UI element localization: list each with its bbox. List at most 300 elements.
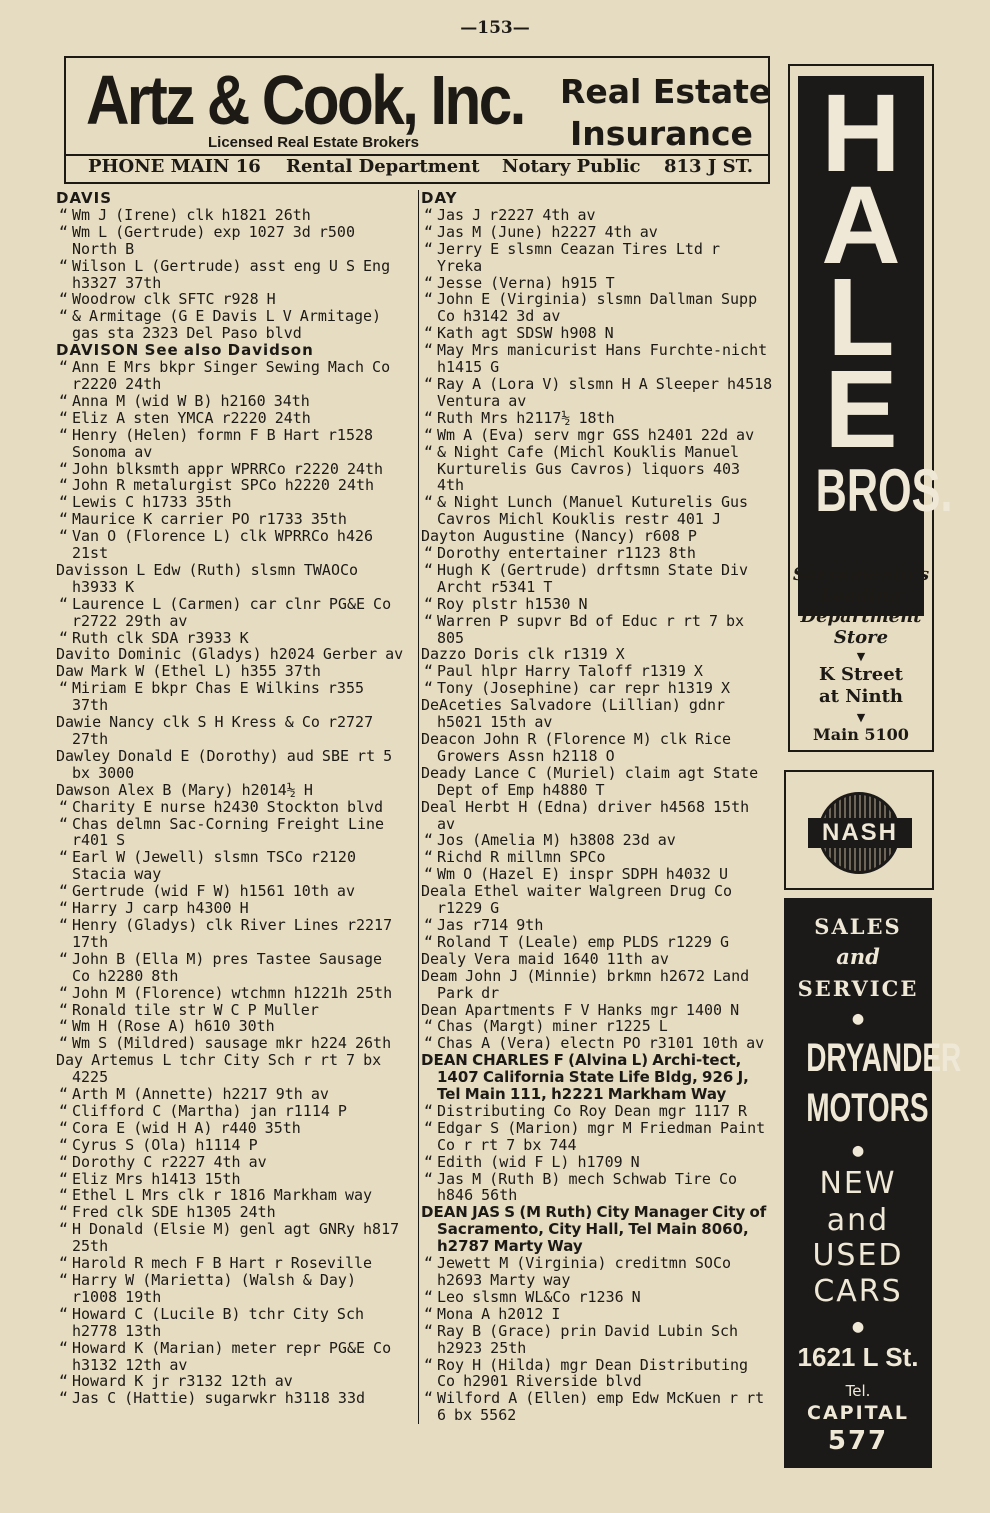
ditto-mark: “ [423,1017,433,1036]
directory-entry [56,1035,408,1052]
ditto-mark: “ [423,408,433,427]
directory-entry [56,951,408,985]
directory-entry [56,1120,408,1137]
directory-entry [56,1137,408,1154]
dryander-name: DRYANDER [806,1036,962,1080]
ditto-mark: “ [58,1372,68,1391]
entry-text: Edgar S (Marion) mgr M Friedman Paint Co r rt 7 bx 744 [437,1118,766,1154]
ditto-mark: “ [58,1135,68,1154]
ditto-mark: “ [58,1254,68,1273]
hale-letter: E [824,348,898,471]
entry-text: Ethel L Mrs clk r 1816 Markham way [72,1186,373,1205]
ditto-mark: “ [58,882,68,901]
directory-entry [56,477,408,494]
directory-entry [421,1018,773,1035]
dryander-used: USED [812,1238,904,1273]
hale-logo-panel [798,72,953,616]
ditto-mark: “ [423,679,433,698]
directory-entry [421,596,773,613]
ditto-mark: “ [423,1355,433,1374]
directory-entry [421,1323,773,1357]
ditto-mark: “ [58,510,68,529]
directory-entry [56,224,408,258]
entry-text: Dorothy C r2227 4th av [72,1152,267,1171]
directory-entry [56,1390,408,1407]
ditto-mark: “ [423,1304,433,1323]
entry-text: Charity E nurse h2430 Stockton blvd [72,797,384,816]
entry-text: John M (Florence) wtchmn h1221h 25th [72,983,393,1002]
ditto-mark: “ [58,290,68,309]
entry-text: John R metalurgist SPCo h2220 24th [72,476,375,495]
directory-entry [56,494,408,511]
directory-entry [421,444,773,495]
directory-entry [421,1204,773,1255]
ditto-mark: “ [58,527,68,546]
entry-text: Ray B (Grace) prin David Lubin Sch h2923 25th [437,1321,739,1357]
hale-location: at Ninth [818,686,904,707]
dryander-cars: CARS [813,1274,903,1309]
directory-entry [421,241,773,275]
entry-text: Henry (Helen) formn F B Hart r1528 Sonoma av [72,425,374,461]
directory-entry [56,511,408,528]
entry-text: Deacon John R (Florence M) clk Rice Growers Assn h2118 O [421,730,732,765]
ditto-mark: “ [423,662,433,681]
entry-text: Jas r714 9th [437,915,544,934]
directory-entry [56,663,408,680]
directory-entry [421,528,773,545]
entry-text: Howard K (Marian) meter repr PG&E Co h3132 12th av [72,1338,392,1374]
dryander-new: NEW [819,1166,897,1201]
entry-text: Wm J (Irene) clk h1821 26th [72,205,311,224]
entry-text: Dean Apartments F V Hanks mgr 1400 N [421,1000,740,1019]
entry-text: Jesse (Verna) h915 T [437,273,615,292]
entry-text: Dawson Alex B (Mary) h2014½ H [56,780,313,799]
banner-address: 813 J ST. [664,156,753,177]
ditto-mark: “ [58,1118,68,1137]
directory-entry [56,410,408,427]
entry-text: & Armitage (G E Davis L V Armitage) gas sta 2323 Del Paso blvd [72,307,382,343]
ditto-mark: “ [58,1000,68,1019]
directory-entry [421,866,773,883]
directory-entry [421,934,773,951]
directory-entry [421,832,773,849]
ditto-mark: “ [58,1152,68,1171]
entry-text: Arth M (Annette) h2217 9th av [72,1085,329,1104]
ditto-mark: “ [58,205,68,224]
directory-entry [56,1255,408,1272]
directory-entry [421,1289,773,1306]
directory-entry [421,613,773,647]
ditto-mark: “ [58,1017,68,1036]
dryander-service: SERVICE [797,976,919,1001]
entry-text: Wm A (Eva) serv mgr GSS h2401 22d av [437,425,755,444]
entry-text: John B (Ella M) pres Tastee Sausage Co h2280 8th [72,949,383,985]
entry-text: Davisson L Edw (Ruth) slsmn TWAOCo h3933 K [56,560,359,596]
arrow-down-icon: ▼ [856,650,866,663]
directory-entry [421,968,773,1002]
ditto-mark: “ [423,594,433,613]
ditto-mark: “ [58,476,68,495]
ditto-mark: “ [58,679,68,698]
entry-text: Jos (Amelia M) h3808 23d av [437,831,676,850]
directory-entry [421,951,773,968]
hale-letter: H [821,72,901,195]
ditto-mark: “ [423,831,433,850]
directory-entry [421,849,773,866]
hale-location: K Street [819,664,903,685]
ditto-mark: “ [423,1169,433,1188]
ditto-mark: “ [423,611,433,630]
directory-entry [56,630,408,647]
ditto-mark: “ [423,1152,433,1171]
entry-text: DAY [421,189,458,207]
dryander-tel: Tel. [845,1382,871,1400]
entry-text: Kath agt SDSW h908 N [437,324,614,343]
directory-entry [421,562,773,596]
entry-text: Ruth Mrs h2117½ 18th [437,408,615,427]
ditto-mark: “ [58,1085,68,1104]
directory-entry [421,1002,773,1019]
ditto-mark: “ [423,1287,433,1306]
entry-text: Deady Lance C (Muriel) claim agt State Dept of Emp h4880 T [421,763,759,799]
ditto-mark: “ [423,324,433,343]
entry-text: Roy plstr h1530 N [437,594,588,613]
directory-entry [56,985,408,1002]
entry-text: Ray A (Lora V) slsmn H A Sleeper h4518 Ventura av [437,374,773,410]
ditto-mark: “ [423,273,433,292]
directory-entry [421,275,773,292]
directory-entry [421,1154,773,1171]
directory-entry [421,1255,773,1289]
directory-entry [421,1306,773,1323]
directory-entry [421,765,773,799]
directory-entry [56,799,408,816]
ditto-mark: “ [423,1321,433,1340]
directory-entry [421,1052,773,1103]
directory-entry [56,917,408,951]
ditto-mark: “ [423,239,433,258]
ditto-mark: “ [423,865,433,884]
directory-entry [56,1103,408,1120]
entry-text: Wm O (Hazel E) inspr SDPH h4032 U [437,865,729,884]
ditto-mark: “ [58,1186,68,1205]
entry-text: Anna M (wid W B) h2160 34th [72,391,310,410]
directory-entry [56,816,408,850]
hale-letter: L [827,256,895,379]
entry-text: Howard C (Lucile B) tchr City Sch h2778 13th [72,1304,365,1340]
entry-text: Jas J r2227 4th av [437,205,596,224]
ditto-mark: “ [423,493,433,512]
entry-text: Dawie Nancy clk S H Kress & Co r2727 27th [56,713,374,748]
entry-text: Jas C (Hattie) sugarwkr h3118 33d [72,1389,366,1408]
ditto-mark: “ [58,408,68,427]
directory-heading [421,190,773,207]
directory-entry [421,545,773,562]
entry-text: Hugh K (Gertrude) drftsmn State Div Archt r5341 T [437,560,749,596]
directory-heading [56,342,408,359]
hale-tagline: Department [800,606,922,627]
ditto-mark: “ [58,1169,68,1188]
dryander-and2: and [826,1203,890,1238]
directory-entry [56,1272,408,1306]
directory-entry [421,1390,773,1424]
service-real-estate: Real Estate [560,72,772,111]
entry-text: Clifford C (Martha) jan r1114 P [72,1101,347,1120]
ditto-mark: “ [423,1101,433,1120]
entry-text: Jas M (June) h2227 4th av [437,222,658,241]
entry-text: Warren P supvr Bd of Educ r rt 7 bx 805 [437,611,745,647]
ditto-mark: “ [58,1389,68,1408]
ditto-mark: “ [423,222,433,241]
directory-entry [56,308,408,342]
entry-text: John blksmth appr WPRRCo r2220 24th [72,459,384,478]
directory-entry [56,900,408,917]
nash-label: NASH [808,818,912,848]
directory-entry [56,748,408,782]
company-name: Artz & Cook, Inc. [86,61,524,139]
entry-text: Leo slsmn WL&Co r1236 N [437,1287,641,1306]
directory-entry [56,680,408,714]
entry-text: Gertrude (wid F W) h1561 10th av [72,882,355,901]
entry-text: Dazzo Doris clk r1319 X [421,645,625,664]
entry-text: Richd R millmn SPCo [437,848,606,867]
entry-text: Deala Ethel waiter Walgreen Drug Co r1229 G [421,882,733,918]
directory-entry [421,646,773,663]
dryander-sales: SALES [814,914,902,939]
ditto-mark: “ [58,256,68,275]
entry-text: Edith (wid F L) h1709 N [437,1152,640,1171]
ditto-mark: “ [423,1118,433,1137]
ditto-mark: “ [423,290,433,309]
ditto-mark: “ [423,915,433,934]
directory-entry [421,494,773,528]
entry-text: Howard K jr r3132 12th av [72,1372,293,1391]
hale-tagline: Sacramento's [792,564,930,585]
entry-text: Henry (Gladys) clk River Lines r2217 17th [72,915,393,951]
directory-entry [421,291,773,325]
directory-entry [421,917,773,934]
ditto-mark: “ [58,425,68,444]
entry-text: Dawley Donald E (Dorothy) aud SBE rt 5 bx 3000 [56,746,393,782]
entry-text: Paul hlpr Harry Taloff r1319 X [437,662,703,681]
nash-ad [784,770,934,890]
directory-entry [421,410,773,427]
directory-column-left [56,190,408,1407]
entry-text: Fred clk SDE h1305 24th [72,1203,276,1222]
directory-entry [421,799,773,833]
ditto-mark: “ [58,1338,68,1357]
directory-entry [421,427,773,444]
entry-text: Tony (Josephine) car repr h1319 X [437,679,731,698]
ditto-mark: “ [423,374,433,393]
directory-entry [421,376,773,410]
ditto-mark: “ [58,797,68,816]
dryander-motors-ad [784,898,962,1468]
directory-entry [56,258,408,292]
dryander-address: 1621 L St. [797,1342,919,1372]
service-insurance: Insurance [570,114,753,153]
ditto-mark: “ [58,814,68,833]
entry-text: Jewett M (Virginia) creditmn SOCo h2693 Marty way [437,1254,732,1289]
directory-entry [421,342,773,376]
directory-entry [56,291,408,308]
directory-entry [56,714,408,748]
entry-text: & Night Lunch (Manuel Kuturelis Gus Cavros Michl Kouklis restr 401 J [437,493,749,529]
entry-text: Earl W (Jewell) slsmn TSCo r2120 Stacia way [72,848,356,884]
banner-notary: Notary Public [502,156,641,177]
entry-text: Laurence L (Carmen) car clnr PG&E Co r2722 29th av [72,594,392,630]
ditto-mark: “ [58,1304,68,1323]
entry-text: Woodrow clk SFTC r928 H [72,290,276,309]
arrow-down-icon: ▼ [856,711,866,724]
entry-text: Roland T (Leale) emp PLDS r1229 G [437,932,730,951]
ditto-mark: “ [423,1254,433,1273]
directory-entry [421,1171,773,1205]
directory-entry [421,224,773,241]
directory-entry [421,697,773,731]
entry-text: Jas M (Ruth B) mech Schwab Tire Co h846 56th [437,1169,738,1205]
entry-text: Deal Herbt H (Edna) driver h4568 15th av [421,797,750,833]
directory-entry [421,325,773,342]
directory-heading [56,190,408,207]
entry-text: Eliz A sten YMCA r2220 24th [72,408,311,427]
ditto-mark: “ [58,391,68,410]
entry-text: Ronald tile str W C P Muller [72,1000,319,1019]
directory-entry [56,883,408,900]
entry-text: Daw Mark W (Ethel L) h355 37th [56,662,321,681]
ditto-mark: “ [58,1203,68,1222]
entry-text: DAVIS [56,189,113,207]
entry-text: Cyrus S (Ola) h1114 P [72,1135,258,1154]
entry-text: Davito Dominic (Gladys) h2024 Gerber av [56,645,404,664]
ditto-mark: “ [423,442,433,461]
directory-entry [421,1120,773,1154]
dryander-name: MOTORS [806,1086,929,1130]
ditto-mark: “ [58,493,68,512]
ditto-mark: “ [58,307,68,326]
entry-text: Cora E (wid H A) r440 35th [72,1118,301,1137]
directory-entry [56,1221,408,1255]
entry-text: Dealy Vera maid 1640 11th av [421,949,669,968]
directory-entry [421,731,773,765]
directory-entry [421,1103,773,1120]
ditto-mark: “ [58,983,68,1002]
ditto-mark: “ [58,1101,68,1120]
directory-entry [56,427,408,461]
directory-entry [56,1306,408,1340]
dryander-and: and [836,944,880,969]
ditto-mark: “ [423,560,433,579]
hale-bros-text: BROS. [815,457,953,524]
ditto-mark: “ [58,594,68,613]
entry-text: Roy H (Hilda) mgr Dean Distributing Co h2901 Riverside blvd [437,1355,749,1391]
directory-entry [421,1035,773,1052]
directory-entry [56,1340,408,1374]
directory-entry [56,1373,408,1390]
entry-text: John E (Virginia) slsmn Dallman Supp Co h3142 3d av [437,290,758,326]
directory-entry [56,1171,408,1188]
ditto-mark: “ [58,459,68,478]
artz-cook-banner-ad [64,56,770,184]
bullet-icon: ● [852,1316,864,1337]
entry-text: DEAN CHARLES F (Alvina L) Archi-tect, 1407 California State Life Bldg, 926 J, Tel Main 111, h2221 Markham Way [421,1051,749,1104]
dryander-phone-number: 577 [827,1426,889,1456]
entry-text: Harry J carp h4300 H [72,899,249,918]
entry-text: Chas A (Vera) electn PO r3101 10th av [437,1034,765,1053]
directory-entry [56,1204,408,1221]
directory-entry [56,562,408,596]
entry-text: H Donald (Elsie M) genl agt GNRy h817 25th [72,1220,400,1256]
ditto-mark: “ [423,544,433,563]
directory-entry [421,663,773,680]
ditto-mark: “ [423,425,433,444]
dryander-exchange: CAPITAL [807,1402,909,1424]
entry-text: Mona A h2012 I [437,1304,561,1323]
ditto-mark: “ [423,848,433,867]
ditto-mark: “ [58,915,68,934]
entry-text: Lewis C h1733 35th [72,493,232,512]
bullet-icon: ● [852,1140,864,1161]
entry-text: DAVISON See also Davidson [56,341,314,360]
hale-letter: A [821,164,901,287]
entry-text: Distributing Co Roy Dean mgr 1117 R [437,1101,748,1120]
directory-entry [56,359,408,393]
ditto-mark: “ [58,358,68,377]
ditto-mark: “ [423,205,433,224]
entry-text: Wm S (Mildred) sausage mkr h224 26th [72,1034,392,1053]
entry-text: Miriam E bkpr Chas E Wilkins r355 37th [72,679,365,715]
entry-text: Harold R mech F B Hart r Roseville [72,1254,373,1273]
directory-entry [56,849,408,883]
entry-text: DEAN JAS S (M Ruth) City Manager City of Sacramento, City Hall, Tel Main 8060, h2787 Marty Way [421,1203,767,1256]
directory-entry [421,207,773,224]
entry-text: Dayton Augustine (Nancy) r608 P [421,527,697,546]
ditto-mark: “ [423,341,433,360]
directory-entry [56,1086,408,1103]
entry-text: & Night Cafe (Michl Kouklis Manuel Kurturelis Gus Cavros) liquors 403 4th [437,442,741,495]
entry-text: Van O (Florence L) clk WPRRCo h426 21st [72,527,374,563]
directory-entry [56,596,408,630]
ditto-mark: “ [58,1220,68,1239]
ditto-mark: “ [58,848,68,867]
ditto-mark: “ [58,1271,68,1289]
directory-entry [421,680,773,697]
directory-entry [56,528,408,562]
bullet-icon: ● [852,1008,864,1029]
entry-text: Wilson L (Gertrude) asst eng U S Eng h3327 37th [72,256,391,292]
entry-text: Harry W (Marietta) (Walsh & Day) r1008 19th [72,1271,356,1306]
entry-text: May Mrs manicurist Hans Furchte-nicht h1415 G [437,341,768,377]
directory-column-right [418,190,773,1424]
entry-text: Dorothy entertainer r1123 8th [437,544,696,563]
entry-text: Ann E Mrs bkpr Singer Sewing Mach Co r2220 24th [72,358,391,393]
hale-tagline: Leading [820,585,902,606]
ditto-mark: “ [58,1034,68,1053]
entry-text: DeAceties Salvadore (Lillian) gdnr h5021 15th av [421,696,726,732]
entry-text: Eliz Mrs h1413 15th [72,1169,241,1188]
directory-entry [56,1187,408,1204]
banner-rental: Rental Department [286,156,480,177]
directory-entry [56,461,408,478]
entry-text: Wm H (Rose A) h610 30th [72,1017,275,1036]
entry-text: Day Artemus L tchr City Sch r rt 7 bx 4225 [56,1051,382,1087]
entry-text: Chas delmn Sac-Corning Freight Line r401 S [72,814,385,850]
banner-phone: PHONE MAIN 16 [88,156,261,177]
directory-entry [56,646,408,663]
entry-text: Ruth clk SDA r3933 K [72,628,249,647]
entry-text: Jerry E slsmn Ceazan Tires Ltd r Yreka [437,239,720,275]
licensed-brokers-text: Licensed Real Estate Brokers [208,134,419,151]
